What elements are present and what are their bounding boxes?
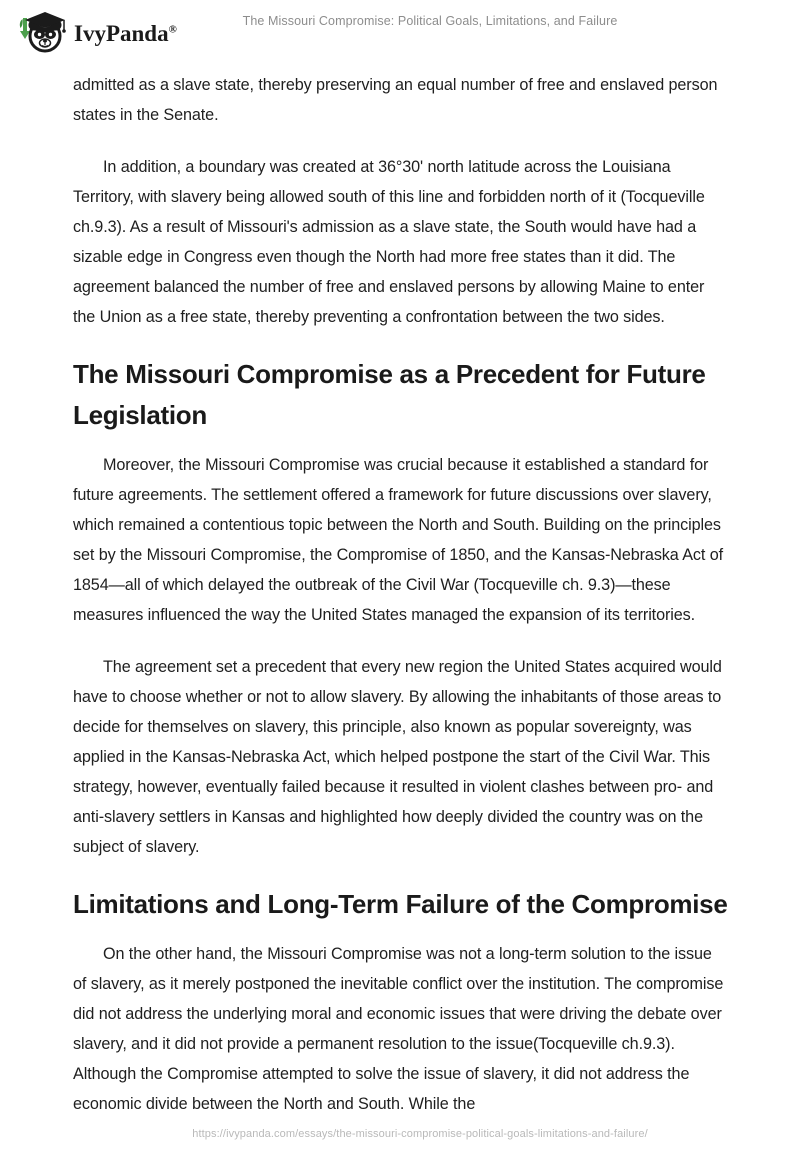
- brand-name-text: IvyPanda: [74, 20, 169, 46]
- section-heading: The Missouri Compromise as a Precedent for Future Legislation: [73, 359, 706, 430]
- source-url-link[interactable]: https://ivypanda.com/essays/the-missouri-compromise-political-goals-limitations-and-failure/: [192, 1128, 648, 1140]
- document-title-header: The Missouri Compromise: Political Goals, Limitations, and Failure: [242, 14, 618, 28]
- page-header: [0, 0, 800, 62]
- paragraph: The agreement set a precedent that every new region the United States acquired would have to choose whether or not to allow slavery. By allowing the inhabitants of those areas to decide for themselves on slavery, this principle, also known as popular sovereignty, was applied in the Kansas-Nebraska Act, which helped postpone the start of the Civil War. This strategy, however, eventually failed because it resulted in violent clashes between pro- and anti-slavery settlers in Kansas and highlighted how deeply divided the country was on the subject of slavery.: [73, 658, 722, 856]
- page-footer: [0, 1124, 800, 1142]
- paragraph: On the other hand, the Missouri Compromise was not a long-term solution to the issue of slavery, as it merely postponed the inevitable conflict over the institution. The compromise did not address the underlying moral and economic issues that were driving the debate over slavery, and it did not provide a permanent resolution to the issue(Tocqueville ch.9.3). Although the Compromise attempted to solve the issue of slavery, it did not address the economic divide between the North and South. While the: [73, 945, 724, 1113]
- paragraph: Moreover, the Missouri Compromise was crucial because it established a standard for future agreements. The settlement offered a framework for future discussions over slavery, which remained a contentious topic between the North and South. Building on the principles set by the Missouri Compromise, the Compromise of 1850, and the Kansas-Nebraska Act of 1854—all of which delayed the outbreak of the Civil War (Tocqueville ch. 9.3)—these measures influenced the way the United States managed the expansion of its territories.: [73, 456, 723, 624]
- paragraph: admitted as a slave state, thereby preserving an equal number of free and enslaved person states in the Senate.: [73, 76, 718, 124]
- paragraph: In addition, a boundary was created at 36°30' north latitude across the Louisiana Territory, with slavery being allowed south of this line and forbidden north of it (Tocqueville ch.9.3). As a result of Missouri's admission as a slave state, the South would have had a sizable edge in Congress even though the North had more free states than it did. The agreement balanced the number of free and enslaved persons by allowing Maine to enter the Union as a free state, thereby preventing a confrontation between the two sides.: [73, 158, 705, 326]
- registered-trademark-icon: ®: [168, 22, 177, 35]
- document-content: [73, 70, 728, 1141]
- section-heading: Limitations and Long-Term Failure of the Compromise: [73, 889, 728, 919]
